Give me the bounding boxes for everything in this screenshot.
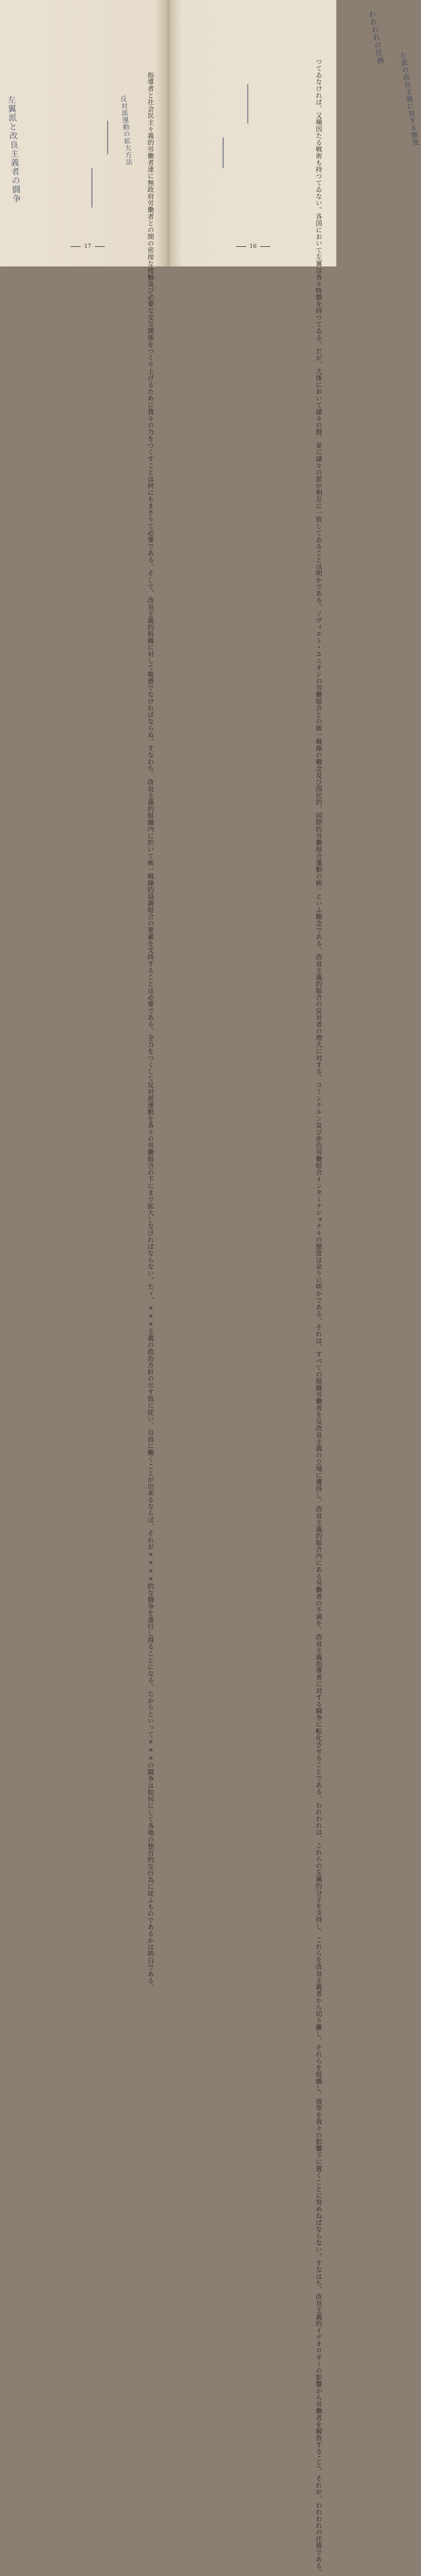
handwritten-column-note: 反対派運動の拡大方法: [119, 95, 133, 166]
folio-rule: [95, 246, 105, 247]
handwritten-column-note: 左派の改良主義に対する態度: [399, 51, 420, 147]
handwritten-margin-note: われわれの任務: [366, 10, 385, 66]
underline-mark: [91, 168, 92, 208]
page-number-text: 17: [84, 243, 91, 250]
handwritten-margin-note: 左翼派と改良主義者の闘争: [6, 95, 22, 204]
page-number: [67, 243, 108, 250]
underline-mark: [107, 121, 108, 154]
page-number: [233, 243, 274, 250]
underline-mark: [223, 137, 224, 168]
left-page: [0, 0, 166, 1991]
body-text-column: つてゐなければ、又種因たる戦術も持つてゐない。各国において左翼は各々特徴を持つてゐる。だが、大体において諸々の群、並に諸々の派が相互に一致してゐることは明かである。ソヴィエト・ユニオンの労働組合との統一戦線の観念及び国民的、国際的労働組合運動の統一といふ観念である。改良主義的組合の反対者の増大に対する、コミンテルン及び赤色労働組合インターナショナルの態度は余りに明かである。それは、すべての組織労働者を反改良主義の立場に獲得し、改良主義的組合内にある労働者の不満を、改良主義指導者に対する闘争に転化させることである。われわれは、これらの左翼的分子を支持し、これらを改良主義者から切り離し、それらを組織し、彼等を我々の影響下に置くことに努めねばならない。すなはち、改良主義的イデオロギーの影響から労働者を解放すること、それが、われわれの任務である。: [315, 58, 323, 2576]
body-text-column: 指導者と社会民主々義的労働者達に無政府労働者との間の密接な接触及び必要な交互関係をつくり上げるために我々の力をつくすことは何にもまさりて必要である。そして、改良主義的組織に対して敏感でなければならぬ。すなわち、改良主義的組織内に於いて統一戦線的協調組合の要素を支持することは必要である。全力をつくして反対派運動を各々の労働組合の下にまで拡大しなければならない。たゞ、×××主義の政治方針の示す処に従い、自由に働くことが出来るならば、それが××××的な闘争を遂行し得ることになる。たからといって×××の闘争は如何にして各地の独自的な行為に従ふものであるかは明白である。: [147, 72, 155, 1991]
folio-rule: [236, 246, 246, 247]
right-page: [170, 0, 420, 2576]
underline-mark: [247, 84, 248, 123]
folio-rule: [71, 246, 81, 247]
folio-rule: [260, 246, 270, 247]
page-number-text: 16: [249, 243, 257, 250]
